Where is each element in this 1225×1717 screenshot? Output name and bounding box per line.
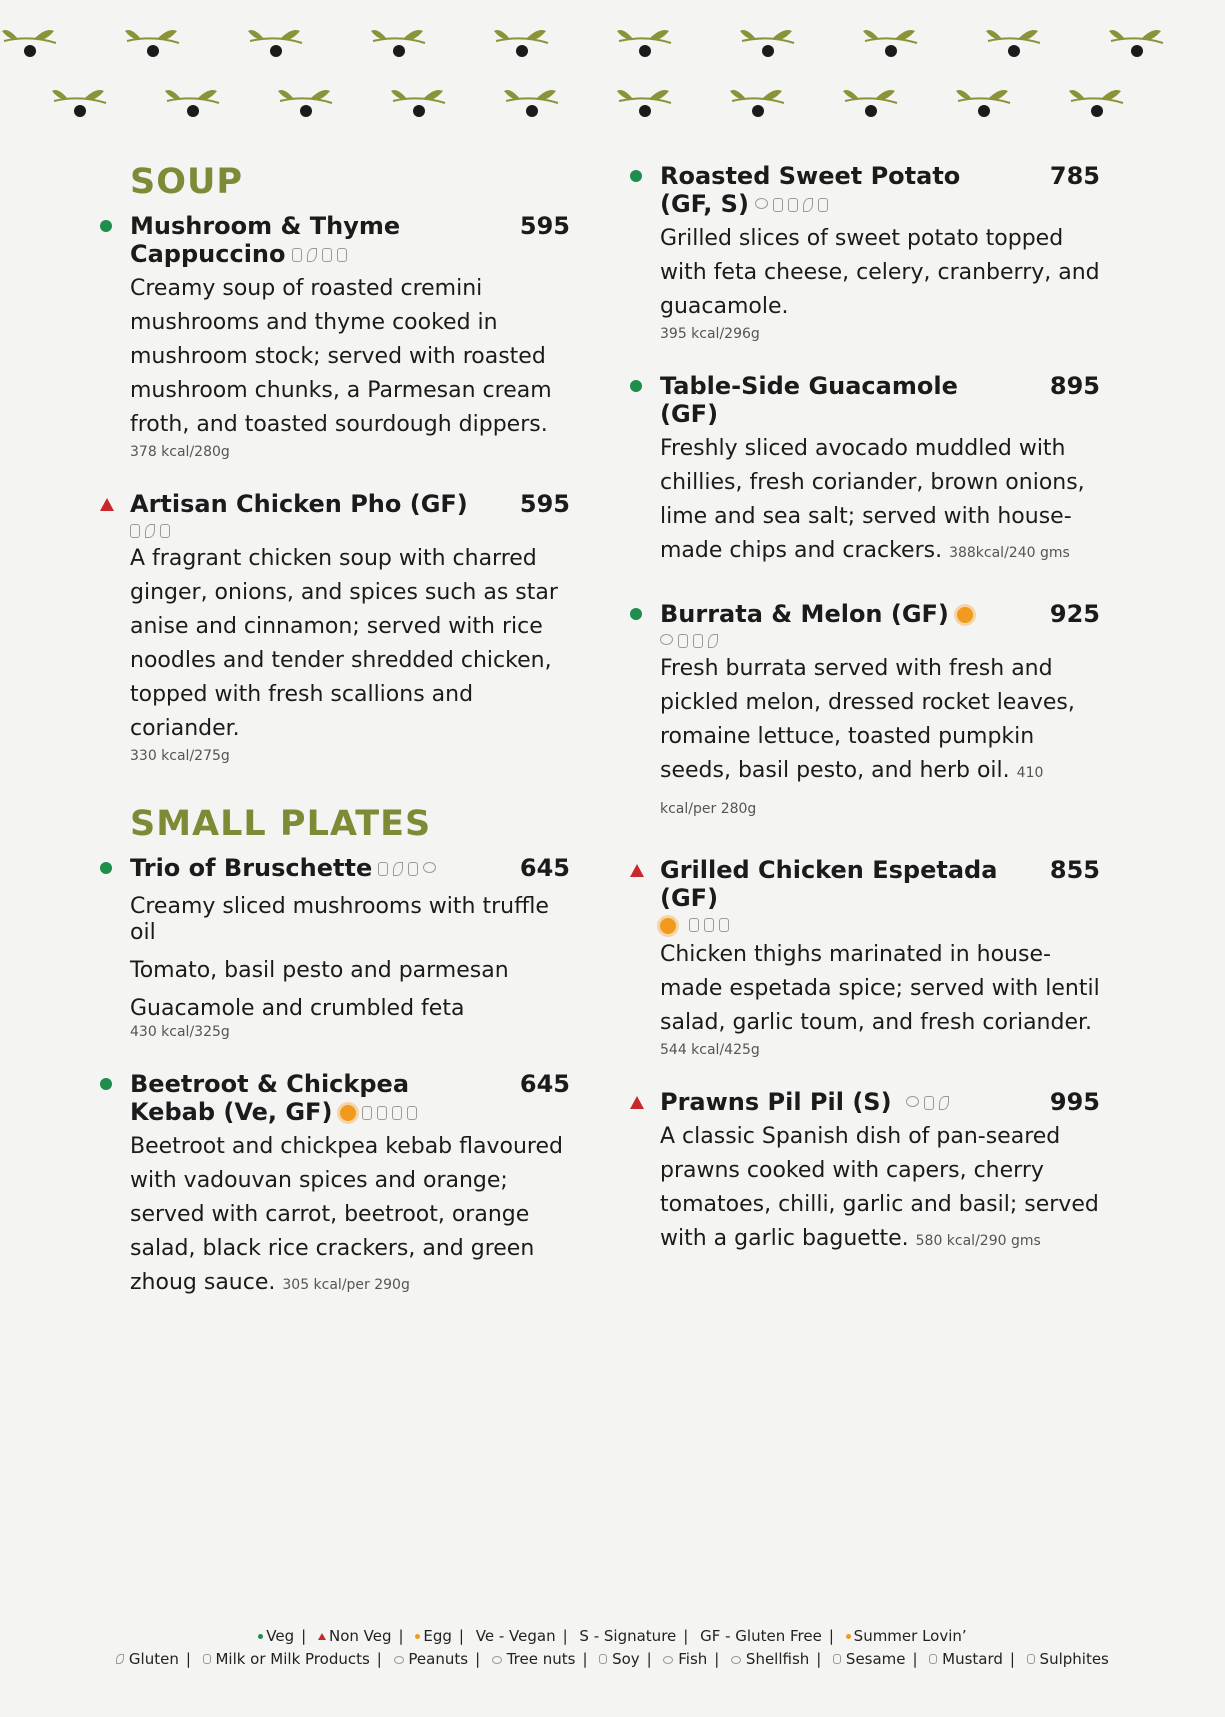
olive-sprig-icon (492, 25, 552, 65)
item-price: 785 (1049, 162, 1100, 190)
milk-icon (378, 862, 388, 876)
left-column (100, 162, 570, 1332)
legend-veg: Veg (266, 1627, 295, 1645)
menu-item (100, 854, 570, 1040)
summer-sun-icon (957, 607, 973, 623)
tree-nuts-icon (423, 862, 436, 873)
legend-peanuts: Peanuts (408, 1650, 469, 1668)
summer-sun-icon (340, 1105, 356, 1121)
item-price: 645 (519, 1070, 570, 1098)
item-name: Artisan Chicken Pho (GF) (130, 490, 468, 518)
allergen-icons (906, 1096, 949, 1110)
menu-item (100, 212, 570, 460)
olive-sprig-icon (615, 85, 675, 125)
allergen-icons (130, 524, 570, 538)
legend-tree-nuts: Tree nuts (506, 1650, 576, 1668)
olive-border-bottom (0, 85, 1225, 145)
mustard-icon (719, 918, 729, 932)
sesame-icon (377, 1106, 387, 1120)
item-kcal: 430 kcal/325g (130, 1024, 230, 1040)
legend-gluten: Gluten (128, 1650, 179, 1668)
olive-sprig-icon (389, 85, 449, 125)
olive-sprig-icon (728, 85, 788, 125)
soy-icon (678, 634, 688, 648)
veg-dot-icon (100, 220, 112, 232)
item-kcal: 580 kcal/290 gms (915, 1233, 1041, 1249)
olive-sprig-icon (1107, 25, 1167, 65)
soy-icon (130, 524, 140, 538)
mustard-icon (803, 198, 813, 212)
gluten-icon (393, 862, 403, 876)
sesame-icon (408, 862, 418, 876)
legend-egg: Egg (423, 1627, 452, 1645)
sulphites-icon (337, 248, 347, 262)
tree-nuts-icon (755, 198, 768, 209)
sulphites-icon (1027, 1654, 1035, 1664)
item-name: Roasted Sweet Potato (GF, S) (660, 162, 961, 218)
item-name: Prawns Pil Pil (S) (660, 1088, 892, 1116)
veg-dot-icon (100, 862, 112, 874)
item-description: Chicken thighs marinated in house-made espetada spice; served with lentil salad, garlic toum, and fresh coriander. (660, 942, 1100, 1035)
veg-dot-icon (258, 1634, 263, 1639)
egg-dot-icon (415, 1634, 420, 1639)
item-sub-option: Guacamole and crumbled feta (130, 996, 465, 1021)
olive-sprig-icon (276, 85, 336, 125)
item-sub-option: Creamy sliced mushrooms with truffle oil (130, 894, 549, 945)
menu-item (100, 1070, 570, 1302)
olive-sprig-icon (861, 25, 921, 65)
legend-fish: Fish (678, 1650, 708, 1668)
item-description: A fragrant chicken soup with charred ginger, onions, and spices such as star anise and cinnamon; served with rice noodles and tender shredded chicken, topped with fresh scallions and coriander. (130, 546, 558, 741)
item-price: 645 (519, 854, 570, 882)
peanuts-icon (394, 1656, 404, 1664)
allergen-icons (362, 1106, 417, 1120)
olive-sprig-icon (246, 25, 306, 65)
gluten-icon (116, 1654, 124, 1664)
item-price: 595 (519, 490, 570, 518)
item-price: 855 (1049, 856, 1100, 884)
legend-mustard: Mustard (942, 1650, 1003, 1668)
olive-sprig-icon (738, 25, 798, 65)
olive-sprig-icon (841, 85, 901, 125)
olive-sprig-icon (1067, 85, 1127, 125)
item-kcal: 410 kcal/per 280g (660, 765, 1044, 817)
legend-nonveg: Non Veg (329, 1627, 392, 1645)
sesame-icon (833, 1654, 841, 1664)
legend-signature: S - Signature (579, 1627, 677, 1645)
olive-sprig-icon (954, 85, 1014, 125)
olive-sprig-icon (502, 85, 562, 125)
milk-icon (788, 198, 798, 212)
legend-summer: Summer Lovin’ (853, 1627, 967, 1645)
item-name: Beetroot & Chickpea Kebab (Ve, GF) (130, 1070, 410, 1126)
veg-dot-icon (630, 380, 642, 392)
item-price: 925 (1049, 600, 1100, 628)
veg-dot-icon (630, 608, 642, 620)
soy-icon (689, 918, 699, 932)
menu-item (100, 490, 570, 764)
mustard-icon (145, 524, 155, 538)
nonveg-triangle-icon (318, 1633, 326, 1640)
item-description: Fresh burrata served with fresh and pickled melon, dressed rocket leaves, romaine lettuce, toasted pumpkin seeds, basil pesto, and herb oil. (660, 656, 1075, 783)
item-description: Grilled slices of sweet potato topped with feta cheese, celery, cranberry, and guacamole. (660, 226, 1100, 319)
nonveg-triangle-icon (630, 864, 644, 877)
section-title-soup: SOUP (130, 162, 244, 202)
milk-icon (693, 634, 703, 648)
item-name: Burrata & Melon (GF) (660, 600, 949, 628)
nonveg-triangle-icon (630, 1096, 644, 1109)
item-name: Mushroom & Thyme Cappuccino (130, 212, 401, 268)
olive-sprig-icon (369, 25, 429, 65)
allergen-icons (660, 634, 1100, 648)
allergen-icons (755, 198, 828, 212)
menu-item (630, 600, 1100, 826)
menu-item (630, 162, 1100, 342)
item-name: Grilled Chicken Espetada (GF) (660, 856, 998, 912)
olive-sprig-icon (123, 25, 183, 65)
item-description: Beetroot and chickpea kebab flavoured with vadouvan spices and orange; served with carrot, beetroot, orange salad, black rice crackers, and green zhoug sauce. (130, 1134, 563, 1295)
item-description: Freshly sliced avocado muddled with chillies, fresh coriander, brown onions, lime and sea salt; served with house-made chips and crackers. (660, 436, 1085, 563)
item-price: 895 (1049, 372, 1100, 400)
mustard-icon (929, 1654, 937, 1664)
tree-nuts-icon (492, 1656, 502, 1664)
fish-icon (906, 1096, 919, 1107)
item-price: 595 (519, 212, 570, 240)
soy-icon (322, 248, 332, 262)
veg-dot-icon (100, 1078, 112, 1090)
legend-sesame: Sesame (845, 1650, 906, 1668)
soy-icon (362, 1106, 372, 1120)
soy-icon (599, 1654, 607, 1664)
nonveg-triangle-icon (100, 498, 114, 511)
sulphites-icon (392, 1106, 402, 1120)
item-kcal: 305 kcal/per 290g (282, 1277, 410, 1293)
olive-sprig-icon (0, 25, 60, 65)
item-kcal: 544 kcal/425g (660, 1042, 760, 1058)
menu-item (630, 372, 1100, 570)
olive-sprig-icon (50, 85, 110, 125)
tree-nuts-icon (660, 634, 673, 645)
item-description: Creamy soup of roasted cremini mushrooms and thyme cooked in mushroom stock; served with roasted mushroom chunks, a Parmesan cream froth, and toasted sourdough dippers. (130, 276, 552, 437)
olive-sprig-icon (615, 25, 675, 65)
item-name: Table-Side Guacamole (GF) (660, 372, 958, 428)
gluten-icon (939, 1096, 949, 1110)
sulphites-icon (818, 198, 828, 212)
item-price: 995 (1049, 1088, 1100, 1116)
gluten-icon (307, 248, 317, 262)
legend-line-diet: Veg | Non Veg | Egg | Ve - Vegan | S - Signature | GF - Gluten Free | Summer Lovin’ (0, 1627, 1225, 1645)
mustard-icon (407, 1106, 417, 1120)
allergen-icons (378, 862, 436, 876)
legend-sulphites: Sulphites (1039, 1650, 1109, 1668)
mustard-icon (708, 634, 718, 648)
section-title-small-plates: SMALL PLATES (130, 804, 432, 844)
legend-milk: Milk or Milk Products (215, 1650, 370, 1668)
allergen-icons (292, 248, 347, 262)
milk-icon (203, 1654, 211, 1664)
menu-item (630, 1088, 1100, 1258)
item-name: Trio of Bruschette (130, 854, 373, 882)
item-sub-option: Tomato, basil pesto and parmesan (130, 958, 509, 983)
allergen-icons (660, 918, 1100, 934)
item-kcal: 378 kcal/280g (130, 444, 230, 460)
legend (0, 1622, 1225, 1673)
item-kcal: 330 kcal/275g (130, 748, 230, 764)
item-kcal: 395 kcal/296g (660, 326, 760, 342)
sulphites-icon (160, 524, 170, 538)
legend-line-allergens: Gluten | Milk or Milk Products | Peanuts | Tree nuts | Soy | Fish | Shellfish | Sesame | Mustard | Sulphites (0, 1650, 1225, 1668)
legend-soy: Soy (612, 1650, 640, 1668)
menu-item (630, 856, 1100, 1058)
legend-gluten-free: GF - Gluten Free (700, 1627, 822, 1645)
summer-sun-icon (846, 1634, 851, 1639)
veg-dot-icon (630, 170, 642, 182)
soy-icon (773, 198, 783, 212)
item-kcal: 388kcal/240 gms (949, 545, 1070, 561)
shellfish-icon (731, 1656, 741, 1664)
right-column (630, 162, 1100, 1288)
item-description: A classic Spanish dish of pan-seared prawns cooked with capers, cherry tomatoes, chilli, garlic and basil; served with a garlic baguette. (660, 1124, 1099, 1251)
olive-sprig-icon (163, 85, 223, 125)
legend-shellfish: Shellfish (745, 1650, 810, 1668)
olive-border-top (0, 25, 1225, 85)
summer-sun-icon (660, 918, 676, 934)
milk-icon (292, 248, 302, 262)
fish-icon (663, 1656, 673, 1664)
soy-icon (924, 1096, 934, 1110)
milk-icon (704, 918, 714, 932)
legend-vegan: Ve - Vegan (475, 1627, 556, 1645)
olive-sprig-icon (984, 25, 1044, 65)
